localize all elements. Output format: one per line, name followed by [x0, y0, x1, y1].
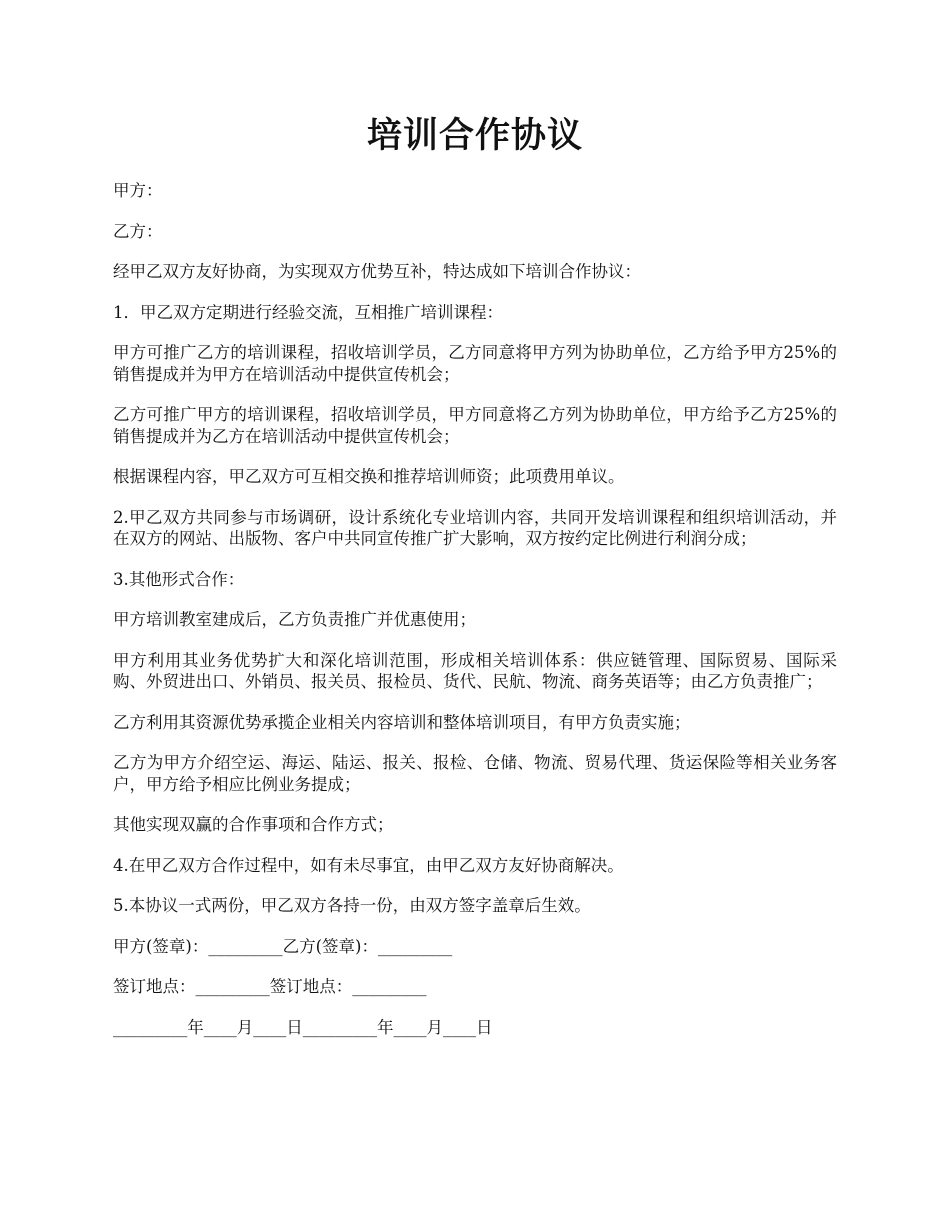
- clause-2: 2.甲乙双方共同参与市场调研，设计系统化专业培训内容，共同开发培训课程和组织培训活动，并在双方的网站、出版物、客户中共同宣传推广扩大影响，双方按约定比例进行利润分成；: [113, 507, 837, 548]
- signing-date-line: _________年____月____日_________年____月____日: [113, 1017, 493, 1037]
- signing-place-line: 签订地点：_________签订地点：_________: [113, 977, 427, 996]
- clause-3-heading: 3.其他形式合作：: [113, 569, 245, 589]
- clause-5: 5.本协议一式两份，甲乙双方各持一份，由双方签字盖章后生效。: [113, 896, 591, 915]
- clause-3-item-b: 甲方利用其业务优势扩大和深化培训范围，形成相关培训体系：供应链管理、国际贸易、国际采购、外贸进出口、外销员、报关员、报检员、货代、民航、物流、商务英语等；由乙方负责推广；: [113, 650, 837, 691]
- clause-1-item-c: 根据课程内容，甲乙双方可互相交换和推荐培训师资；此项费用单议。: [113, 467, 625, 486]
- clause-3-item-d: 乙方为甲方介绍空运、海运、陆运、报关、报检、仓储、物流、贸易代理、货运保险等相关业务客户，甲方给予相应比例业务提成；: [113, 753, 837, 794]
- party-b-line: 乙方：: [113, 221, 163, 241]
- clause-3-item-c: 乙方利用其资源优势承揽企业相关内容培训和整体培训项目，有甲方负责实施；: [113, 712, 691, 732]
- party-a-line: 甲方：: [113, 181, 163, 200]
- clause-1-heading: 1．甲乙双方定期进行经验交流，互相推广培训课程：: [113, 302, 503, 322]
- signature-line: 甲方(签章)：_________乙方(签章)：_________: [113, 936, 453, 956]
- document-title: 培训合作协议: [366, 115, 583, 156]
- clause-1-item-a: 甲方可推广乙方的培训课程，招收培训学员，乙方同意将甲方列为协助单位，乙方给予甲方25%的销售提成并为甲方在培训活动中提供宣传机会；: [113, 343, 837, 384]
- clause-3-item-a: 甲方培训教室建成后，乙方负责推广并优惠使用；: [113, 610, 476, 629]
- document-body: [113, 180, 837, 1057]
- intro-paragraph: 经甲乙双方友好协商，为实现双方优势互补，特达成如下培训合作协议：: [113, 262, 641, 281]
- clause-4: 4.在甲乙双方合作过程中，如有未尽事宜，由甲乙双方友好协商解决。: [113, 855, 624, 875]
- clause-1-item-b: 乙方可推广甲方的培训课程，招收培训学员，甲方同意将乙方列为协助单位，甲方给予乙方25%的销售提成并为乙方在培训活动中提供宣传机会；: [113, 405, 837, 446]
- clause-3-item-e: 其他实现双赢的合作事项和合作方式；: [113, 815, 394, 834]
